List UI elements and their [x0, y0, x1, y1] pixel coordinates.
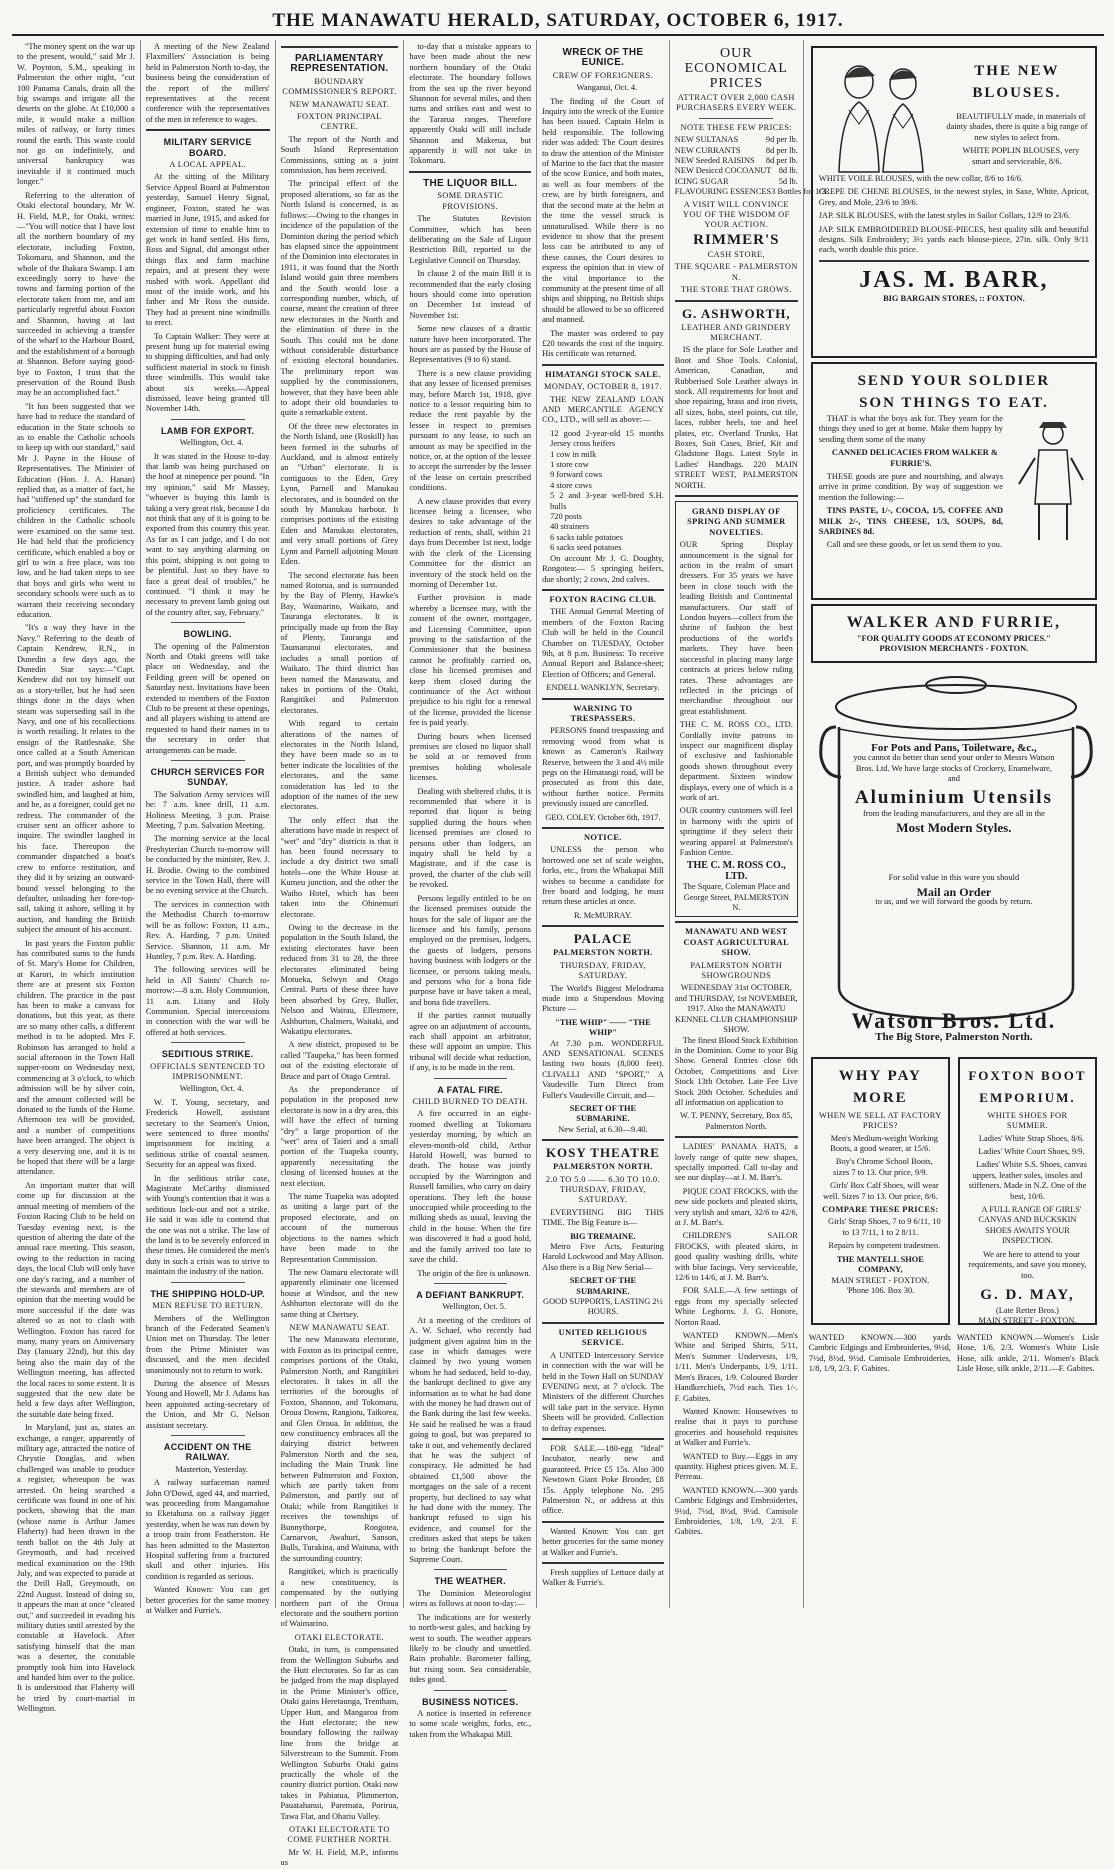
- paragraph: "The money spent on the war up to the present, would," said Mr J. W. Poynton, S.M., speaking in Palmerston the other night, "cut 100 Panama Canals, drain all the big swamps and irrigate all the deserts on the globe. At £10,000 a mile, it would make a million miles of railway, or forty times round the earth. This waste could not go on indefinitely, and universal bankruptcy was inevitable if it continued much longer.": [17, 42, 135, 187]
- list-item: [675, 166, 798, 176]
- ad-subheading: PALMERSTON NORTH.: [553, 948, 653, 958]
- ad-signature: GEO. COLEY. October 6th, 1917.: [545, 812, 661, 822]
- divider: [542, 1521, 664, 1523]
- paragraph: The Salvation Army services will be: 7 a.m. knee drill, 11 a.m. Holiness Meeting, 3 p.m. Praise Meeting, 7 p.m. Salvation Meeting.: [145, 789, 270, 831]
- divider: [434, 1283, 507, 1284]
- divider: [675, 495, 798, 497]
- headline: MILITARY SERVICE BOARD.: [163, 137, 252, 158]
- ad-subheading: ATTRACT OVER 2,000 CASH PURCHASERS EVERY WEEK.: [676, 93, 797, 113]
- paragraph: The report of the North and South Island Representation Commissions, sitting as a joint commission, has been received.: [280, 134, 399, 176]
- ad-feature: Most Modern Styles.: [896, 819, 1012, 835]
- ad-subheading: WHITE SHOES FOR SUMMER.: [987, 1110, 1068, 1131]
- divider: [281, 46, 399, 48]
- item-price: 8d per lb.: [765, 145, 798, 155]
- store-tagline: The Big Store, Palmerston North.: [875, 1031, 1033, 1044]
- headline: THE LIQUOR BILL.: [423, 177, 518, 189]
- ad-text: The finest Blood Stock Exhibition in the Dominion. Come to your Big Show. General Entries close 6th October, Competitions and Live Stock 13th October. Late Fee Live Stock 20th October. Schedules and all information on application to: [674, 1035, 798, 1107]
- ad-heading: PRICES: [709, 76, 764, 91]
- store-name: G. D. MAY,: [980, 1286, 1075, 1303]
- list-item: 720 posts: [550, 512, 582, 522]
- store-name: JAS. M. BARR,: [859, 266, 1049, 293]
- column-5: [537, 40, 670, 1608]
- wanted-row: [809, 1333, 1099, 1378]
- store-address: PROVISION MERCHANTS - FOXTON.: [879, 644, 1029, 654]
- soldier-text: [819, 414, 1003, 554]
- headline: SEDITIOUS STRIKE.: [161, 1049, 254, 1060]
- ad-text: JAP. SILK BLOUSES, with the latest styles in Sailor Collars, 12/9 to 23/6.: [818, 211, 1071, 221]
- ad-heading: PALACE: [573, 931, 633, 947]
- item-name: NEW SULTANAS: [674, 135, 739, 145]
- ad-text: PIQUE COAT FROCKS, with the new side pockets and pleated skirts, very stylish and smart, 32/6 to 42/6, at J. M. Barr's.: [674, 1186, 798, 1227]
- divider: [542, 1322, 664, 1324]
- ad-heading: WARNING TO TRESPASSERS.: [570, 703, 636, 723]
- item-name: NEW Desiccd COCOANUT: [674, 166, 772, 176]
- list-item: 9 forward cows: [550, 470, 603, 480]
- paragraph: The only effect that the alterations have made in respect of "wet" and "dry" districts is that it has been found necessary to include a dry district two small hotels—one the White House at Kumeu junction, and the other the Waiho Hotel, which has been taken into the Ohinemuri electorate.: [280, 815, 399, 919]
- ad-text: IS the place for Sole Leather and Boot and Shoe Tools. Colonial, American, Canadian, and Rubberised Sole Leather always in stock. All requirements for boot and shoe repairing, brass and iron rivets, all sizes, hobs, steel points, cut tile, laces, rubber heels, toe and heel plates, etc. Overland Trunks, Hat Boxes, Suit Cases, Brief, Kit and Gladstone Bags. Latest Style in Ladies' Handbags. 220 MAIN STREET WEST, PALMERSTON NORTH.: [674, 345, 798, 490]
- headline: ACCIDENT ON THE RAILWAY.: [163, 1441, 252, 1463]
- ad-text: LADIES' PANAMA HATS, a lovely range of quite new shapes, specially imported. Call to-day and see our display—at J. M. Barr's.: [674, 1142, 798, 1183]
- ad-subheading: LEATHER AND GRINDERY MERCHANT.: [681, 322, 792, 342]
- ad-feature: SECRET OF THE SUBMARINE.: [569, 1103, 637, 1124]
- ad-text: WHITE VOILE BLOUSES, with the new collar, 8/6 to 16/6.: [818, 174, 1023, 183]
- ad-text: Ladies' White Strap Shoes, 8/6.: [978, 1133, 1085, 1143]
- store-tagline: THE STORE THAT GROWS.: [680, 285, 792, 295]
- paragraph: The principal effect of the proposed alterations, so far as the North Island is concerned, is as follows:—Owing to the changes in incidence of the population of the Dominion during the period which has elapsed since the appointment of the Dominion into electorates in 1911, it was found that the North Island would gain three members and the South would lose a corresponding number, which, of course, meant the creation of three new electorates in the North and the elimination of three in the South. This could not be done without considerable disturbance of existing electoral boundaries. The preliminary report was supplied by the commissioners, however, that they have been able to adopt their old boundaries to quite a remarkable extent.: [280, 179, 399, 418]
- subheading: NEW MANAWATU SEAT.: [289, 1322, 390, 1332]
- divider: [434, 1569, 507, 1570]
- paragraph: Persons legally entitled to be on the licensed premises outside the hours for the sale of liquor are the licensee and his family, persons employed on the premises, lodgers, the guests of lodgers, persons having business with lodgers or the licensee, or persons taking meals, and persons who for a bona fide purpose have or have taken a meal, and bona fide travellers.: [409, 893, 532, 1007]
- paragraph: An important matter that will come up for discussion at the annual meeting of members of the Foxton Racing Club to be held on Tuesday evening next, is the question of altering the date of the annual race meeting. This season, owing to the reduction in racing days, the local Club will only have one day's racing, and a number of the stewards and members are of opinion that the meeting would be more successful if the date was altered so as not to clash with Wellington. Foxton has raced for many, many years on Anniversary Day (January 22nd), but this day being also the main day of the Wellington meeting, has affected the local races to some extent. It is suggested that the new date be held a few days after Wellington, the suitable date being fixed.: [17, 1180, 135, 1419]
- headline: LAMB FOR EXPORT.: [161, 425, 255, 436]
- ad-heading: FOXTON RACING CLUB.: [549, 594, 657, 604]
- ad-text: THESE goods are pure and nourishing, and always arrive in prime condition. By way of suggestion we mention the following:—: [818, 472, 1003, 502]
- ad-heading: WHY PAY: [838, 1067, 922, 1084]
- paragraph: It was stated in the House to-day that lamb was being purchased on the hoof at ninepence per pound. "In my opinion," said Mr Massey, "whoever is buying this lamb is taking a very great risk, because I do not think that any of it is going to be exported from this country this year. As far as I can judge, and I do not want to say anything alarming on this point, shipping is not going to be plentiful. Just so they have to face a great deal of troubles," he continued. "I think it may be necessary to prevent lamb going out of the country after, say, February.": [145, 451, 270, 617]
- column-6: [670, 40, 828, 1608]
- ad-text: On account Mr J. G. Doughty, Rongotea:— 5 springing heifers, due shortly; 2 cows, 2nd calves.: [542, 553, 664, 584]
- ad-text: WANTED to Buy.—Eggs in any quantity. Highest prices given. M. E. Perreau.: [674, 1451, 798, 1482]
- paragraph: W. T. Young, secretary, and Frederick Howell, assistant secretary to the Seamen's Union, were sentenced to three months' imprisonment for inciting a seditious strike of coastal seamen. Security for an appeal was fixed.: [145, 1097, 270, 1170]
- headline: PARLIAMENTARY REPRESENTATION.: [290, 53, 389, 75]
- paragraph: Owing to the decrease in the population in the South Island, the existing electorates have been reduced from 31 to 28, the three electorates eliminated being Motueka, Selwyn and Otago Central. Parts of these three have been absorbed by Grey, Buller, Nelson and Wairau, Ellesmere, Ashburton, Chalmers, Waitaki, and Wakatipu electorates.: [280, 922, 399, 1036]
- divider: [542, 698, 664, 700]
- dateline: Wellington, Oct. 4.: [179, 438, 244, 448]
- divider: [409, 171, 531, 173]
- ad-text: GOOD SUPPORTS, LASTING 2½ HOURS.: [543, 1297, 663, 1317]
- divider: [434, 1078, 507, 1079]
- mantell-shoe-ad: [811, 1057, 950, 1325]
- store-address: THE SQUARE - PALMERSTON N.: [674, 262, 798, 282]
- ad-text: WANTED KNOWN.—Women's Lisle Hose, 1/6, 2/3. Women's White Lisle Hose, silk ankle, 2/11. Women's Black Lisle Hose, silk ankle, 2/11.—F. Gabites.: [956, 1332, 1100, 1374]
- ad-text: A VISIT WILL CONVINCE YOU OF THE WISDOM OF YOUR ACTION.: [682, 199, 790, 230]
- ad-text: FOR SALE.—180-egg "Ideal" Incubator, nearly new and guaranteed. Price £5 15s. Also 300 Newtown Giant Poke Brooder, £8 15s. Apply telephone No. 295 Palmerston N., or address at this office.: [542, 1443, 664, 1516]
- item-name: FLAVOURING ESSENCES: [674, 187, 772, 197]
- ad-feature: Aluminium Utensils: [854, 787, 1053, 809]
- column-4: [404, 40, 537, 1739]
- ad-text: FOR SALE.—A few settings of eggs from my specially selected White Leghorns. J. G. Honore, Norton Road.: [674, 1286, 798, 1327]
- ad-text: WANTED KNOWN.—300 yards Cambric Edgings and Embroideries, 9½d, 7½d, 8½d, 9½d. Camisole Embroideries, 1/8, 1/9, 2/3. F. Gabites.: [674, 1485, 798, 1537]
- list-item: [675, 135, 798, 145]
- paragraph: There is a new clause providing that any lessee of licensed premises may, before March 1st, 1918, give notice to a lessor requiring him to reduce the rent payable by the lessee in respect to premises pursuant to any lease, to such an amount as may be specified in the notice, or, at the option of the lessee to accept the surrender by the lessee of the lease on certain prescribed conditions.: [409, 368, 532, 493]
- divider: [542, 364, 664, 366]
- paragraph: Some new clauses of a drastic nature have been incorporated. The hours are as passed by the House of Representatives (9 to 6) stand.: [409, 324, 532, 365]
- list-item: 6 sacks table potatoes: [550, 532, 623, 542]
- divider: [171, 760, 245, 761]
- paragraph: The origin of the fire is unknown.: [417, 1268, 531, 1278]
- item-price: 5d lb.: [778, 176, 798, 186]
- paragraph: The master was ordered to pay £20 towards the cost of the inquiry. His certificate was returned.: [542, 328, 664, 359]
- paragraph: In the seditious strike case, Magistrate McCarthy dismissed with Young's contention that it was a seditious lock-out and not a strike. He said it was idle to contend that the one was not a strike. The law of the land is to be severely enforced in these times. He considered the men's duty in such a crisis was to strive to maintain the industry of the nation.: [145, 1173, 270, 1277]
- column-7: [804, 40, 1104, 1608]
- ad-heading: UNITED RELIGIOUS SERVICE.: [558, 1327, 648, 1348]
- paragraph: As the preponderance of population in the proposed new electorate is now in a dry area, this will have the effect of turning "dry" a large proportion of the "wet" area of Taieri and a small portion of the Tuapeka county, apparently necessitating the closing of licensed houses at the next election.: [280, 1085, 399, 1188]
- paragraph: During hours when licensed premises are closed no liquor shall be sold at or removed from premises holding wholesale licenses.: [409, 731, 532, 783]
- ad-date: MONDAY, OCTOBER 8, 1917.: [543, 382, 662, 392]
- divider: [434, 1690, 507, 1691]
- ad-date: 2.0 TO 5.0 —— 6.30 TO 10.0. THURSDAY, FRIDAY, SATURDAY.: [545, 1174, 661, 1205]
- list-item: 1 cow in milk: [550, 449, 597, 459]
- list-item: 1 store cow: [550, 460, 589, 470]
- ad-text: OUR country customers will feel in harmony with the spirit of springtime if they select their wearing apparel at Palmerston's Fashion Centre.: [679, 806, 793, 857]
- divider: [699, 118, 773, 119]
- list-item: 12 good 2-year-old 15 months Jersey cross heifers: [550, 428, 664, 449]
- ad-feature: BIG TREMAINE.: [570, 1231, 636, 1241]
- ad-subheading: COMPARE THESE PRICES:: [822, 1205, 939, 1215]
- blouses-intro: [945, 54, 1089, 174]
- paragraph: Members of the Wellington branch of the Federated Seamen's Union met on Thursday. The letter from the Prime Minister was discussed, and the men decided unanimously not to return to work.: [145, 1313, 270, 1375]
- ad-text: Girls' Box Calf Shoes, will wear well. Sizes 7 to 13. Our price, 8/6.: [823, 1181, 939, 1201]
- paragraph: The indications are for westerly to north-west gales, and backing by west to south. The weather appears likely to be cloudy and unsettled. Rain probable. Barometer falling, but rising soon. Sea considerable, tides good.: [409, 1612, 532, 1685]
- item-price: 8d per lb.: [765, 156, 798, 166]
- ad-text: UNLESS the person who borrowed one set of scale weights, forks, etc., from the Whakapai Mill wishes to become a candidate for free board and lodging, he must return these articles at once.: [542, 845, 664, 907]
- paragraph: If the parties cannot mutually agree on an adjustment of accounts, each shall appoint an arbitrator, these will appoint an umpire. This tribunal will decide what reduction, if any, is to be made in the rent.: [409, 1011, 532, 1073]
- ad-text: Ladies' White S.S. Shoes, canvas uppers, leather soles, insoles and stiffeners. Made in N.Z. One of the best, 10/6.: [968, 1160, 1087, 1201]
- ad-text: THE NEW ZEALAND LOAN AND MERCANTILE AGENCY CO., LTD., will sell as above:—: [542, 394, 664, 425]
- paragraph: The services in connection with the Methodist Church to-morrow will be as follow: Foxton, 11 a.m., Rev. A. Harding, 7 p.m. United Service. Shannon, 11 a.m. Mr Huntley, 7 p.m. Rev. A. Harding.: [145, 899, 270, 961]
- ad-text: TINS PASTE, 1/-, COCOA, 1/5, COFFEE AND MILK 2/-, TINS CHEESE, 1/3, SOUPS, 8d, SARDINES 8d.: [818, 506, 1003, 537]
- ad-subheading: NOTE THESE FEW PRICES:: [680, 122, 793, 132]
- ad-heading: GRAND DISPLAY OF SPRING AND SUMMER NOVELTIES.: [687, 507, 786, 537]
- ad-text: CREPE DE CHENE BLOUSES, in the newest styles, in Saxe, White, Apricot, Grey, and Mole, 23/6 to 39/6.: [818, 187, 1089, 207]
- stock-list: [542, 429, 664, 554]
- paragraph: Further provision is made whereby a licensee may, with the consent of the owner, mortgagee, and Licensing Committee, upon proving to the satisfaction of the Commissioner that the business cannot be profitably carried on, close his licensed premises and keep them closed during the continuance of the Act without prejudice to his right for a renewal of the license, provided the license fee is paid yearly.: [409, 593, 532, 728]
- soldier-body: [819, 414, 1089, 554]
- headline: CHURCH SERVICES FOR SUNDAY.: [150, 767, 265, 788]
- divider: [675, 921, 798, 923]
- headline: A DEFIANT BANKRUPT.: [416, 1289, 525, 1300]
- item-name: ICING SUGAR: [674, 176, 729, 186]
- column-3: [276, 40, 405, 1868]
- price-list: [674, 135, 828, 197]
- store-name: Watson Bros. Ltd.: [851, 1008, 1057, 1034]
- ad-text: For solid value in this ware you should: [888, 873, 1020, 883]
- ad-text: PERSONS found trespassing and removing wood from what is known as Cameron's Railway Reserve, between the 3 and 4½ mile pegs on the Himatangi road, will be prosecuted as from this date, without further notice. Permits previously issued are cancelled.: [542, 726, 664, 809]
- ad-text: New Serial, at 6.30—9.40.: [558, 1124, 648, 1134]
- paragraph: During the absence of Messrs Young and Howell, Mr J. Adams has been appointed acting-secretary of the Union, and Mr G. Nelson assistant secretary.: [145, 1378, 270, 1430]
- list-item: [675, 156, 798, 166]
- headline: BUSINESS NOTICES.: [422, 1696, 519, 1707]
- boot-ads-row: [809, 1053, 1099, 1329]
- divider: [171, 1282, 245, 1283]
- ad-text: We are here to attend to your requirements, and save you money, too.: [968, 1249, 1087, 1280]
- divider: [171, 419, 245, 420]
- ad-text: BEAUTIFULLY made, in materials of dainty shades, there is quite a big range of new styles to select from.: [946, 112, 1088, 142]
- subheading: OTAKI ELECTORATE.: [294, 1632, 385, 1642]
- store-name: THE C. M. ROSS CO., LTD.: [686, 860, 786, 882]
- dateline: Wellington, Oct. 4.: [179, 1084, 244, 1094]
- paragraph: Rangitikei, which is practically a new constituency, is compensated by the outlying northern part of the Oroua electorate and the southern portion of Waimarino.: [280, 1567, 399, 1629]
- divider: [542, 827, 664, 829]
- paragraph: "It's a way they have in the Navy." Referring to the death of Captain Kendrew, R.N., in Dunedin a few days ago, the Dunedin Star says:—"Capt. Kendrew did not toy himself out as a story-teller, but he had seen things done in the days when steam was superseding sail in the Navy, and one of his recollections is worth retailing. It relates to the ensign of the Rattlesnake. She once called at a South American port, and was promptly boarded by a British subject who demanded justice. A trader ashore had swindled him, and laughed at him, and he, as a foreigner, could get no redress. The commander of the cruiser sent an officer ashore to inquire. The swindler laughed in his face. Thereupon the commander dispatched a boat's crew to enforce restitution, and they did it by seizing an outward-bound vessel belonging to the defaulter, unloading her fore-top-sail, taking it ashore, selling it by auction, and handing the British subject the amount of his account.: [17, 623, 135, 935]
- divider: [542, 925, 664, 927]
- item-name: NEW Seeded RAISINS: [674, 156, 755, 166]
- store-address: MAIN STREET - FOXTON.: [978, 1316, 1077, 1326]
- paragraph: Referring to the alteration of Otaki electoral boundary, Mr W. H. Field, M.P., for Otaki, writes:—"You will notice that I have lost all the northern boundary of my electorate, including Foxton, Tokomaru, and Shannon, and the whole of the Ihakara Swamp. I am exceedingly sorry to have the towns and farming portion of the electorate taken from me, and am particularly regretful about Foxton and Shannon, having at last succeeded in achieving a transfer of the wharf to the Harbour Board, and the establishment of a borough at Shannon. Before saying good-bye to Foxton, I trust that the preservation of the Round Bush may be an accomplished fact.": [17, 190, 135, 398]
- ad-subheading: PALMERSTON NORTH SHOWGROUNDS: [690, 960, 783, 981]
- ad-heading: THE NEW BLOUSES.: [972, 63, 1062, 101]
- ad-text: THAT is what the boys ask for. They yearn for the things they used to get at home. Make them happy by sending them some of the many: [818, 414, 1003, 444]
- store-name: RIMMER'S: [693, 231, 780, 248]
- blouses-ad: [811, 46, 1097, 358]
- paragraph: At the sitting of the Military Service Appeal Board at Palmerston yesterday, Samuel Henry Signal, engineer, Foxton, stated he was married in June, 1915, and asked for extension of time to enable him to get work in hand settled. His firm, Ross and Signal, did amongst other things flax and farm machine repairs, and at present they were rushed with work. Appellant did most of the inside work, and his father and Mr Ross the outside. They had at present nine windmills to erect.: [145, 172, 270, 328]
- headline: THE WEATHER.: [434, 1576, 506, 1587]
- ad-text: THE C. M. ROSS CO., LTD. Cordially invite patrons to inspect our magnificent display of exclusive and fashionable goods shown throughout every department. Sixteen window displays, every one of which is a work of art.: [679, 720, 793, 802]
- store-tagline: BIG BARGAIN STORES, :: FOXTON.: [883, 293, 1025, 303]
- subheading: A LOCAL APPEAL.: [169, 160, 246, 170]
- walker-furrie-ad: [811, 604, 1097, 663]
- subheading: OTAKI ELECTORATE TO COME FURTHER NORTH.: [287, 1825, 392, 1845]
- store-address: MAIN STREET - FOXTON.: [831, 1275, 930, 1285]
- ad-text: Ladies' White Court Shoes, 9/9.: [978, 1147, 1085, 1157]
- ad-text: Metro Five Acts, Featuring Harold Lockwood and May Allison. Also there is a Big New Serial—: [542, 1242, 664, 1272]
- ad-subheading: PALMERSTON NORTH.: [553, 1162, 653, 1172]
- paragraph: A new clause provides that every licensee being a licensee, who desires to take advantage of the reduction of rents, shall, within 21 days from December 1st next, lodge with the clerk of the Licensing Committee for the district an inventory of the stock held on the morning of December 1st.: [409, 496, 532, 589]
- divider: [146, 129, 270, 131]
- soldier-illustration-icon: [1009, 414, 1089, 544]
- ad-subheading: WHEN WE SELL AT FACTORY PRICES?: [818, 1110, 942, 1131]
- paragraph: At a meeting of the creditors of A. W. Schaef, who recently had judgment given against him in the case in which damages were claimed by two young women whom he had seduced, held to-day, the bankrupt declined to give any information as to what he had done with the money he had drawn out of the Bank during the last few weeks. He said he realised he was a fraud going to goal, but was prepared to take it out, and vehemently declared that he was the subject of conspiracy. He admitted he had obtained £1,500 above the mortgages on the sale of a recent property, but declined to say what he had done with the money. The bankrupt refused to sign his evidence, and counsel for the creditors asked that steps be taken to bring the bankrupt before the Supreme Court.: [409, 1315, 532, 1565]
- divider: [675, 1136, 798, 1138]
- ad-text: The World's Biggest Melodrama made into a Stupendous Moving Picture —: [542, 983, 664, 1014]
- ad-signature: ENDELL WANKLYN, Secretary.: [546, 683, 660, 693]
- ad-signature: W. T. PENNY, Secretary, Box 85, Palmerston North.: [679, 1111, 793, 1131]
- ad-signature: R. McMURRAY.: [573, 910, 632, 920]
- ad-text: Fresh supplies of Lettuce daily at Walker & Furrie's.: [542, 1568, 664, 1588]
- headline: WRECK OF THE EUNICE.: [562, 47, 644, 69]
- column-2: [141, 40, 276, 1616]
- ad-heading: EMPORIUM.: [979, 1089, 1076, 1105]
- store-name: THE MANTELL SHOE COMPANY,: [836, 1254, 924, 1275]
- divider: [542, 1438, 664, 1440]
- paragraph: In Maryland, just as, states an exchange, a ranger, apparently of military age, attracted the notice of Chrystie Douglas, and when challenged was unable to produce a register, whereupon he was arrested. On being searched a certificate was found in one of his pockets, showing that the man (whose name is Arthur James Flaherty) had been drawn in the tenth ballot on the 4th July at Greymouth, and had received medical examination on the 19th July, and was expected to parade at the Drill Hall, Greymouth, on 22nd August. Instead of doing so, it appears the man at once "cleared out," and succeeded in evading his military duties until arrested by the constable at Havelock. After satisfying himself that the man was a deserter, the constable promptly took him into Havelock and handed him over to the police. It is understood that Flaherty will be tried by court-martial in Wellington.: [17, 1423, 135, 1714]
- dateline: Wellington, Oct. 5.: [442, 1302, 507, 1312]
- store-name: G. ASHWORTH,: [681, 305, 791, 321]
- headline: THE SHIPPING HOLD-UP.: [150, 1288, 265, 1299]
- watson-signature: [811, 1010, 1097, 1042]
- ad-heading: NOTICE.: [583, 833, 622, 843]
- ross-ad: [675, 501, 798, 917]
- paragraph: The new Oamaru electorate will apparently eliminate one licensed house at Windsor, and the new Ashburton electorate will do the same thing at Chertsey.: [280, 1267, 399, 1319]
- ad-text: Wanted Known: Housewives to realise that it pays to purchase groceries and household requisites at Walker and Furrie's.: [674, 1406, 798, 1448]
- subheading: FOXTON PRINCIPAL CENTRE.: [297, 112, 382, 132]
- subheading: CREW OF FOREIGNERS.: [552, 70, 654, 80]
- watson-bros-ad: [811, 667, 1097, 1049]
- ad-text: to us, and we will forward the goods by return.: [875, 897, 1033, 907]
- divider: [819, 260, 1089, 262]
- paragraph: A railway surfaceman named John O'Dowd, aged 44, and married, was proceeding from Mangamahoe to Eketahuna on a railway jigger yesterday, when he was run down by a troop train from Featherston. He has been admitted to the Masterton Hospital suffering from a fractured skull and other injuries. His condition is regarded as serious.: [145, 1478, 270, 1581]
- paragraph: A meeting of the New Zealand Flaxmillers' Association is being held in Palmerston North to-day, the business being the consideration of the report of the millers' representatives at the recent conference with the representatives of the men in reference to wages.: [145, 42, 270, 124]
- list-item: 6 sacks seed potatoes: [550, 543, 622, 553]
- ad-heading: KOSY THEATRE: [545, 1145, 660, 1161]
- paragraph: A new district, proposed to be called "Taupeka," has been formed out of the existing electorate of Bruce and part of Otago Central.: [280, 1040, 399, 1081]
- divider: [542, 1562, 664, 1564]
- paragraph: The new Manawatu electorate, with Foxton as its principal centre, comprises portions of the Otaki, Palmerston North, and Rangitikei electorates. It takes in all the territories of the boroughs of Foxton, Shannon, and Tokomaru, Oroua Downs, Rangiotu, Taikorea, and Glen Oroua. In addition, the new constituency embraces all the dairying district between Palmerston North and the sea, including the Main Trunk line between Palmerston and Foxton, which are partly taken from Palmerston, and partly out of Otaki; while from Rangitikei it receives the townships of Bunnythorpe, Rongotea, Carnarvon, Awahuri, Sanson, Bulls, Turakina, and Waituna, with the surrounding country.: [280, 1335, 399, 1563]
- paragraph: Of the three new electorates in the North Island, one (Roskill) has been formed in the suburbs of Auckland, and is almost entirely an "Urban" electorate. It is contiguous to the Eden, Grey Lynn, Parnell and Manukau electorates, and is bounded on the south by Manukau harbour. It comprises portions of the existing Eden and Manukau electorates, and very small portions of Grey Lynn and Parnell adjoining Mount Eden.: [280, 421, 399, 567]
- ad-text: EVERYTHING BIG THIS TIME. The Big Feature is—: [542, 1207, 664, 1228]
- ad-text: Boy's Chrome School Boots, sizes 7 to 13. Our price, 9/9.: [833, 1157, 933, 1177]
- paragraph: Wanted Known: You can get better groceries for the same money at Walker and Furrie's.: [145, 1585, 270, 1616]
- ad-text: Repairs by competent tradesmen.: [828, 1241, 941, 1251]
- ad-heading: MORE: [853, 1089, 908, 1106]
- list-item: 40 strainers: [550, 522, 589, 532]
- soldier-ad: [811, 362, 1097, 600]
- ad-text: OUR Spring Display announcement is the signal for action in the realm of smart dressers. For 35 years we have been in close touch with the leading British and Continental manufacturers. Our staff of London buyers—collect from the shrine of fashion the best productions of the world's markets. They have been successful in placing many large contracts at prices below ruling rates. These advantages are reflected in the pricings of merchandise throughout our great establishment.: [679, 540, 793, 716]
- paragraph: In clause 2 of the main Bill it is recommended that the early closing hours should come into operation on December 1st instead of November 1st.: [409, 269, 532, 320]
- item-price: 8d lb.: [778, 166, 798, 176]
- store-type: CASH STORE,: [707, 249, 765, 259]
- ad-text: A UNITED Intercessory Service in connection with the war will be held in the Town Hall on SUNDAY EVENING next, at 7 o'clock. The Ministers of the different Churches will take part in the service. Hymn Sheets will be provided. Collection to defray expenses.: [542, 1350, 664, 1433]
- paragraph: The opening of the Palmerston North and Otaki greens will take place on Wednesday, and the Feilding green will be opened on Saturday next. Invitations have been extended to members of the Foxton Club to be present at these openings, and all players wishing to attend are requested to hand their names in to the secretary in order that arrangements can be made.: [145, 641, 270, 755]
- divider: [171, 1042, 245, 1043]
- paragraph: The following services will be held in All Saints' Church to-morrow:—8 a.m. Holy Communion, 11 a.m. Litany and Holy Communion. Special intercessions in connection with the war will be offered at both services.: [145, 965, 270, 1037]
- subheading: OFFICIALS SENTENCED TO IMPRISONMENT.: [150, 1061, 266, 1081]
- store-note: (Late Retter Bros.): [995, 1305, 1059, 1315]
- paragraph: A notice is inserted in reference to some scale weights, forks, etc., taken from the Whakapai Mill.: [409, 1708, 532, 1739]
- subheading: NEW MANAWATU SEAT.: [289, 99, 390, 109]
- subheading: MEN REFUSE TO RETURN.: [152, 1301, 264, 1311]
- ad-text: Girls' Strap Shoes, 7 to 9 6/11, 10 to 13 7/11, 1 to 2 8/11.: [828, 1217, 941, 1237]
- ad-text: A FULL RANGE OF GIRLS' CANVAS AND BUCKSKIN SHOES AWAITS YOUR INSPECTION.: [978, 1205, 1082, 1246]
- divider: [542, 1139, 664, 1141]
- list-item: 4 store cows: [550, 480, 592, 490]
- paragraph: to-day that a mistake appears to have been made about the new northern boundary of the Otaki electorate. The boundary follows from the sea up the river beyond Shannon for several miles, and then turns and strikes east and west to the Tararua ranges. Therefore apparently Otaki will still include Shannon and Makerua, but apparently it will not take in Tokomaru.: [409, 42, 532, 166]
- list-item: [675, 177, 798, 187]
- ad-text: THE Annual General Meeting of members of the Foxton Racing Club will be held in the Council Chamber on TUESDAY, October 9th, at 8 p.m. Business: To receive Annual Report and Balance-sheet; Election of Officers; and General.: [542, 607, 664, 679]
- ad-heading: For Pots and Pans, Toiletware, &c.,: [871, 741, 1037, 754]
- divider: [171, 622, 245, 623]
- dateline: Masterton, Yesterday.: [175, 1464, 248, 1474]
- subheading: SOME DRASTIC PROVISIONS.: [437, 191, 504, 211]
- paragraph: The name Tuapeka was adopted as uniting a large part of the proposed electorate, and on account of the numerous objections to the names which have been made to the Representation Commission.: [280, 1192, 399, 1264]
- ad-text: you cannot do better than send your order to Messrs Watson Bros. Ltd. We have large stocks of Crockery, Enamelware, and: [853, 753, 1055, 784]
- item-price: 3 Bottles for 1/3.: [771, 187, 828, 197]
- store-tagline: "FOR QUALITY GOODS AT ECONOMY PRICES.": [856, 634, 1051, 643]
- store-name: WALKER AND FURRIE,: [846, 614, 1062, 631]
- ad-heading: SON THINGS TO EAT.: [859, 395, 1049, 411]
- watson-text: [817, 673, 1091, 908]
- paragraph: To Captain Walker: They were at present hung up for material owing to shipping difficulties, and had only sufficient material in stock to finish three windmills. This would take about six weeks.—Appeal dismissed, leave being granted till November 14th.: [145, 331, 270, 414]
- item-name: NEW CURRANTS: [674, 145, 741, 155]
- ad-text: CANNED DELICACIES FROM WALKER & FURRIE'S.: [831, 448, 998, 468]
- ad-text: JAP. SILK EMBROIDERED BLOUSE-PIECES, best quality silk and beautiful designs. Silk Embroidery; 3½ yards each blouse-piece, 27in. silk. Only 9/11 each, worth double this price.: [818, 224, 1089, 255]
- ad-text: WANTED KNOWN.—300 yards Cambric Edgings and Embroideries, 9½d, 7½d, 8½d, 9½d. Camisole Embroideries, 1/8, 1/9, 2/3. F. Gabites.: [808, 1332, 951, 1374]
- ad-date: THURSDAY, FRIDAY, SATURDAY.: [559, 960, 646, 981]
- ad-heading: HIMATANGI STOCK SALE.: [545, 369, 661, 379]
- headline: BOWLING.: [183, 629, 232, 640]
- ad-text: from the leading manufacturers, and they are all in the: [862, 809, 1045, 819]
- divider: [675, 300, 798, 302]
- ad-text: CHILDREN'S SAILOR FROCKS, with pleated skirts, in good quality washing drills, white with blue facings. Very serviceable, 12/6 to 14/6, at J. M. Barr's.: [674, 1231, 798, 1283]
- paragraph: The finding of the Court of Inquiry into the wreck of the Eunice has been issued. Captain Helm is held responsible. The following rider was added: The Court desires to draw the attention of the Minister of Marine to the fact that the master of the scow Eunice, and both mates, as well as four members of the crew, are by birth foreigners, and that the second mate at the helm at the time the vessel struck is unnaturalised. While there is no evidence to show that the present loss can be attributed to any of these causes, the Court desires to express the opinion that in view of the vital importance to the community at the present time of all ships and shipping, no British ships should be allowed to be so officered and manned.: [542, 96, 664, 325]
- ad-text: Call and see these goods, or let us send them to you.: [826, 540, 1002, 550]
- ad-heading: SEND YOUR SOLDIER: [857, 373, 1051, 389]
- foxton-boot-ad: [958, 1057, 1097, 1325]
- ad-text: Wanted Known: You can get better groceries for the same money at Walker and Furrie's.: [542, 1526, 664, 1557]
- paragraph: Dealing with sheltered clubs, it is recommended that where it is reported that liquor is being supplied during the hours when licensed premises are closed to persons other than lodgers, an inquiry shall be held by a Magistrate, and if the case is proved, the charter of the club will be revoked.: [409, 786, 532, 890]
- list-item: [675, 146, 798, 156]
- ad-text: WHITE POPLIN BLOUSES, very smart and serviceable, 8/6.: [962, 146, 1080, 166]
- store-phone: 'Phone 106. Box 30.: [846, 1285, 915, 1295]
- paragraph: The Dominion Meteorologist wires as follows at noon to-day:—: [409, 1588, 532, 1609]
- list-item: [674, 187, 828, 197]
- masthead: THE MANAWATU HERALD, SATURDAY, OCTOBER 6, 1917.: [12, 8, 1104, 36]
- ad-feature: Mail an Order: [916, 884, 992, 899]
- ad-heading: OUR ECONOMICAL: [684, 46, 788, 76]
- paragraph: The Statutes Revision Committee, which has been deliberating on the Sale of Liquor Restriction Bill, reported to the Legislative Council on Thursday.: [409, 214, 532, 265]
- blouses-top: [819, 54, 1089, 174]
- paragraph: "It has been suggested that we have had to reduce the standard of education in the State schools so as to enable the Catholic schools to keep up with our standard," said Mr J. Payne in the House of Representatives. The Minister of Education (Hon. J. A. Hanan) replied that, as a matter of fact, he had "stiffened up" the standard for proficiency certificates. The children in the Catholic schools were examined on the same test. He had held that the proficiency certificate, which enabled a boy or girl to win a free place, was too low, and he had taken steps to see that boys and girls who went to secondary schools were such as to warrant their receiving secondary education.: [17, 401, 135, 619]
- ad-feature: "THE WHIP" —— "THE WHIP": [555, 1017, 651, 1038]
- ad-date: WEDNESDAY 31st OCTOBER, and THURSDAY, 1st NOVEMBER, 1917. Also the MANAWATU KENNEL CLUB CHAMPIONSHIP SHOW.: [674, 983, 798, 1035]
- paragraph: The morning service at the local Presbyterian Church to-morrow will be conducted by the minister, Rev. J. H. Brodie. Owing to the combined service in the Town Hall, there will be no evening service at the Church.: [145, 834, 270, 896]
- ladies-illustration-icon: [819, 54, 939, 174]
- paragraph: In past years the Foxton public has contributed sums to the funds of St. Mary's Home for Children, at Karori, in which institution there are at present six Foxton children. The practice in the past has been to make a canvass for donations, but this year, as there are so many other calls, a different method is to be adopted. Mrs F. Robinson has arranged to hold a social afternoon in the Town Hall supper-room on Wednesday next, commencing at 3 o'clock, to which admission will be by silver coin, and the amount collected will be donated to the funds of the Home. Afternoon tea will be provided, and a number of competitions have been arranged. The object is a very deserving one, and it is to be hoped that there will be a large attendance.: [17, 938, 135, 1177]
- store-address: The Square, Coleman Place and George Street, PALMERSTON N.: [682, 882, 790, 913]
- ad-text: Men's Medium-weight Working Boots, a good wearer, at 15/6.: [830, 1133, 938, 1154]
- headline: A FATAL FIRE.: [437, 1084, 503, 1095]
- column-1: [12, 40, 141, 1714]
- dateline: Wanganui, Oct. 4.: [576, 83, 638, 93]
- list-item: 5 2 and 3-year well-bred S.H. bulls: [550, 491, 664, 511]
- item-price: 9d per lb.: [765, 135, 798, 145]
- paragraph: With regard to certain alterations of the names of electorates in the North Island, they have been made so as to better indicate the localities of the electorates, and the same consideration has led to the adoption of the names of the new electorates.: [280, 719, 399, 812]
- ad-heading: FOXTON BOOT: [968, 1067, 1087, 1083]
- columns: [12, 40, 1104, 1868]
- paragraph: Mr W. H. Field, M.P., informs us: [280, 1847, 399, 1868]
- paragraph: Otaki, in turn, is compensated from the Wellington Suburbs and the Hutt electorates. So far as can be judged from the map displayed in the Prime Minister's office, Otaki gains Heretaunga, Trentham, Upper Hutt, and Mangaroa from the Hutt electorate; the new boundary following the railway line from the bridge at Silverstream to the Summit. From Wellington Suburbs Otaki gains practically the whole of the country district portion. Otaki now takes in Pahiatua, Plimmerton, Pauatahanui, Paremata, Porirua, Tawa Flat, and Ohariu Valley.: [280, 1645, 399, 1821]
- ad-text: At 7.30 p.m. WONDERFUL AND SENSATIONAL SCENES lasting two hours (8,000 feet). CLIVALLI AND "SPORT," A Vaudeville Turn Direct from Fuller's Vaudeville Circuit, and—: [542, 1038, 664, 1100]
- ad-feature: SECRET OF THE SUBMARINE.: [569, 1276, 637, 1296]
- ad-heading: MANAWATU AND WEST COAST AGRICULTURAL SHOW.: [683, 927, 790, 958]
- paragraph: The second electorate has been named Rotorua, and is surrounded by the Bay of Plenty, Hawke's Bay, Waimarino, Waikato, and Tauranga electorates. It is principally made up from the Bay of Plenty, Tauranga and Taumarunui electorates, and includes a small portion of Waikato. The third district has been named the Manawatu, and takes in portions of the Otaki, Rangitikei and Palmerston electorates.: [280, 570, 399, 715]
- divider: [542, 589, 664, 591]
- divider: [171, 1435, 245, 1436]
- subheading: CHILD BURNED TO DEATH.: [412, 1097, 528, 1106]
- ad-text: WANTED KNOWN.—Men's White and Striped Shirts, 5/11, Men's Summer Undervests, 1/9, 1/11. Men's Underpants, 1/9, 1/11. Men's Braces, 1/9. Coloured Border Handkerchiefs, 7½d each. Ties 1/-. F. Gabites.: [674, 1331, 798, 1403]
- paragraph: A fire occurred in an eight-roomed dwelling at Tokomaru yesterday morning, by which an eleven-month-old child, Arthur Harold Howell, was burned to death. The house was jointly occupied by the Warrington and Russell families, who carry on dairy operations. They left the house unoccupied while proceeding to the milking sheds as usual, leaving the child in the house. When the fire was discovered it had a good hold, and the family arrived too late to save the child.: [409, 1109, 532, 1265]
- subheading: BOUNDARY COMMISSIONER'S REPORT.: [282, 76, 397, 97]
